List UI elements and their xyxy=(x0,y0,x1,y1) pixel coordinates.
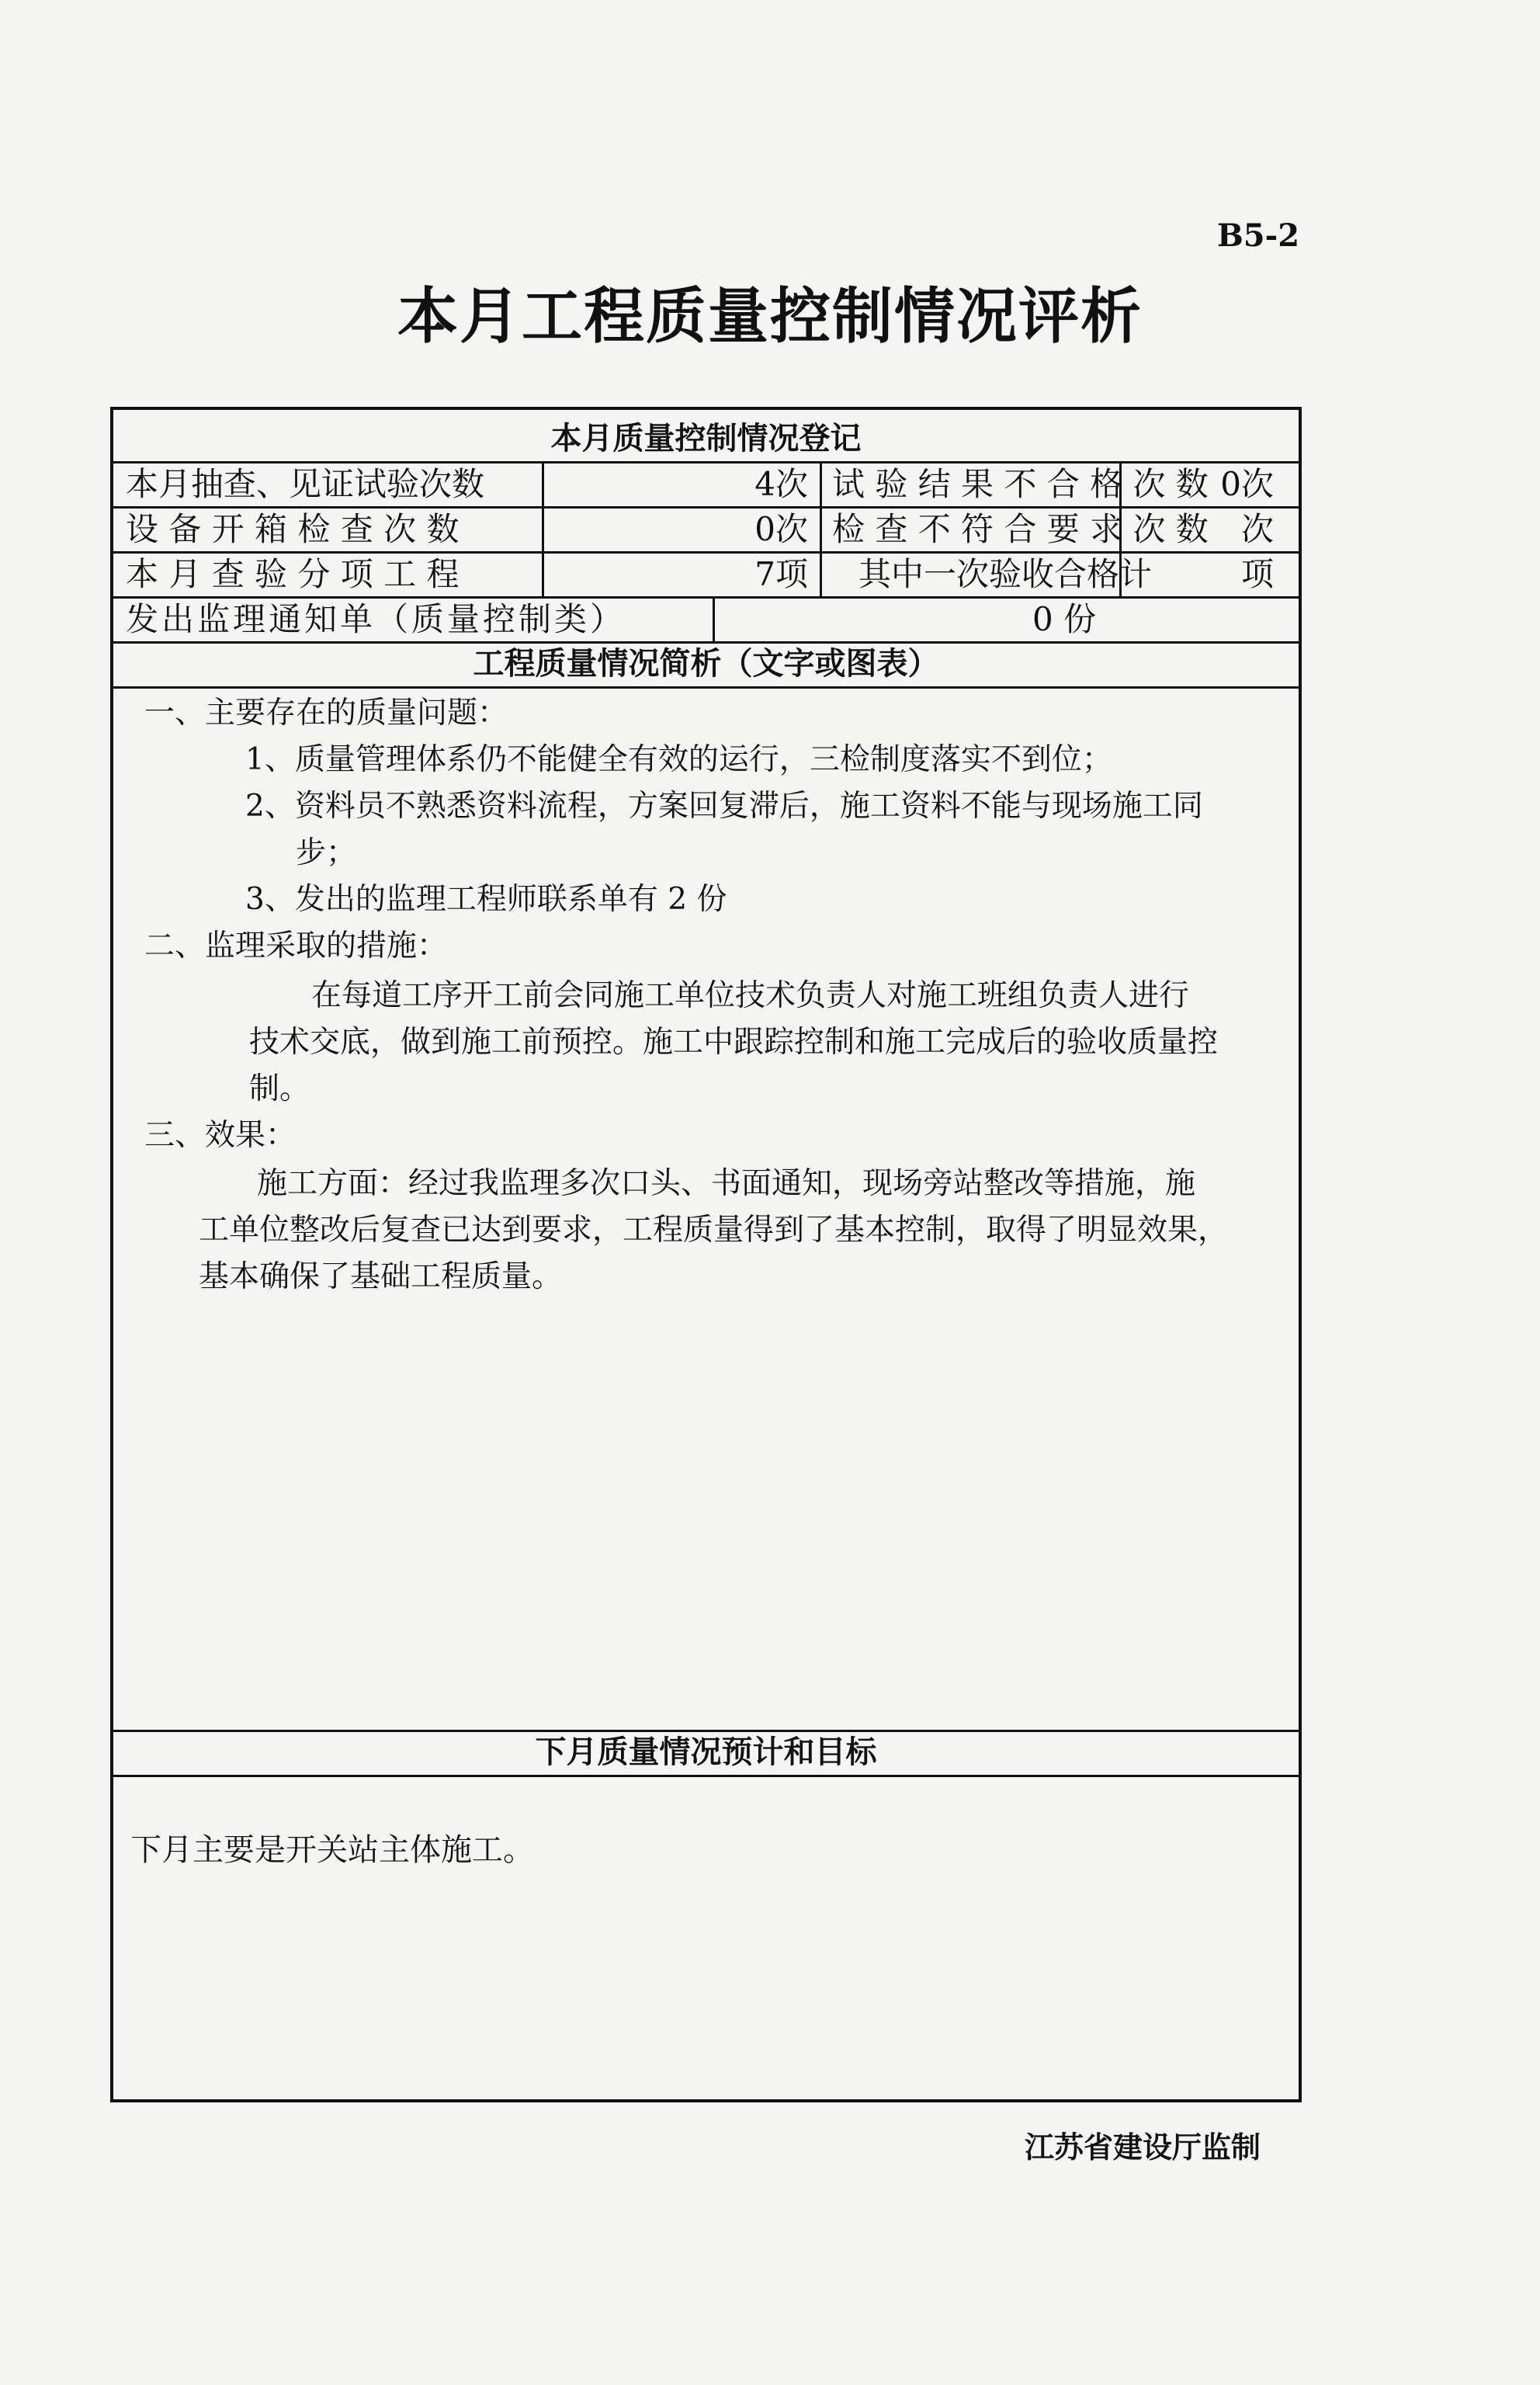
inspection-count-label: 本月抽查、见证试验次数 xyxy=(126,465,485,503)
effect-line-3: 基本确保了基础工程质量。 xyxy=(199,1259,563,1294)
page-title: 本月工程质量控制情况评析 xyxy=(397,282,1143,352)
equipment-inspection-value: 0次 xyxy=(754,510,808,548)
notice-label: 发出监理通知单（质量控制类） xyxy=(126,600,626,638)
nonconforming-label: 检 查 不 符 合 要 求 次 数 xyxy=(832,510,1209,548)
measures-line-3: 制。 xyxy=(249,1071,310,1106)
subitem-inspection-label: 本 月 查 验 分 项 工 程 xyxy=(126,555,460,593)
problem-item-2: 2、资料员不熟悉资料流程，方案回复滞后，施工资料不能与现场施工同 xyxy=(245,789,1203,824)
subitem-inspection-value: 7项 xyxy=(754,555,808,593)
problem-item-3: 3、发出的监理工程师联系单有 2 份 xyxy=(245,882,727,917)
quality-form-table xyxy=(110,407,1302,2102)
failed-test-label: 试 验 结 果 不 合 格 次 数 xyxy=(832,465,1209,503)
analysis-header: 工程质量情况简析（文字或图表） xyxy=(473,646,939,682)
measures-line-2: 技术交底，做到施工前预控。施工中跟踪控制和施工完成后的验收质量控 xyxy=(249,1025,1219,1060)
section-measures-heading: 二、监理采取的措施： xyxy=(144,929,448,963)
section-effect-heading: 三、效果： xyxy=(144,1118,297,1153)
issuing-authority: 江苏省建设厅监制 xyxy=(1025,2130,1261,2165)
notice-value: 0 份 xyxy=(1032,600,1097,638)
measures-line-1: 在每道工序开工前会同施工单位技术负责人对施工班组负责人进行 xyxy=(311,978,1190,1013)
form-code: B5-2 xyxy=(1217,217,1300,254)
effect-line-1: 施工方面：经过我监理多次口头、书面通知，现场旁站整改等措施，施 xyxy=(257,1166,1196,1201)
registration-header: 本月质量控制情况登记 xyxy=(550,421,862,457)
next-month-header: 下月质量情况预计和目标 xyxy=(535,1734,877,1770)
problem-item-2-cont: 步； xyxy=(296,835,357,870)
next-month-text: 下月主要是开关站主体施工。 xyxy=(130,1832,534,1868)
effect-line-2: 工单位整改后复查已达到要求，工程质量得到了基本控制，取得了明显效果， xyxy=(199,1213,1229,1248)
equipment-inspection-label: 设 备 开 箱 检 查 次 数 xyxy=(126,510,460,548)
first-pass-value: 项 xyxy=(1240,555,1274,593)
first-pass-label: 其中一次验收合格计 xyxy=(858,555,1153,593)
inspection-count-value: 4次 xyxy=(754,465,808,503)
section-problems-heading: 一、主要存在的质量问题： xyxy=(144,696,508,731)
problem-item-1: 1、质量管理体系仍不能健全有效的运行，三检制度落实不到位； xyxy=(245,742,1112,777)
nonconforming-value: 次 xyxy=(1240,510,1274,548)
failed-test-value: 0次 xyxy=(1220,465,1274,503)
